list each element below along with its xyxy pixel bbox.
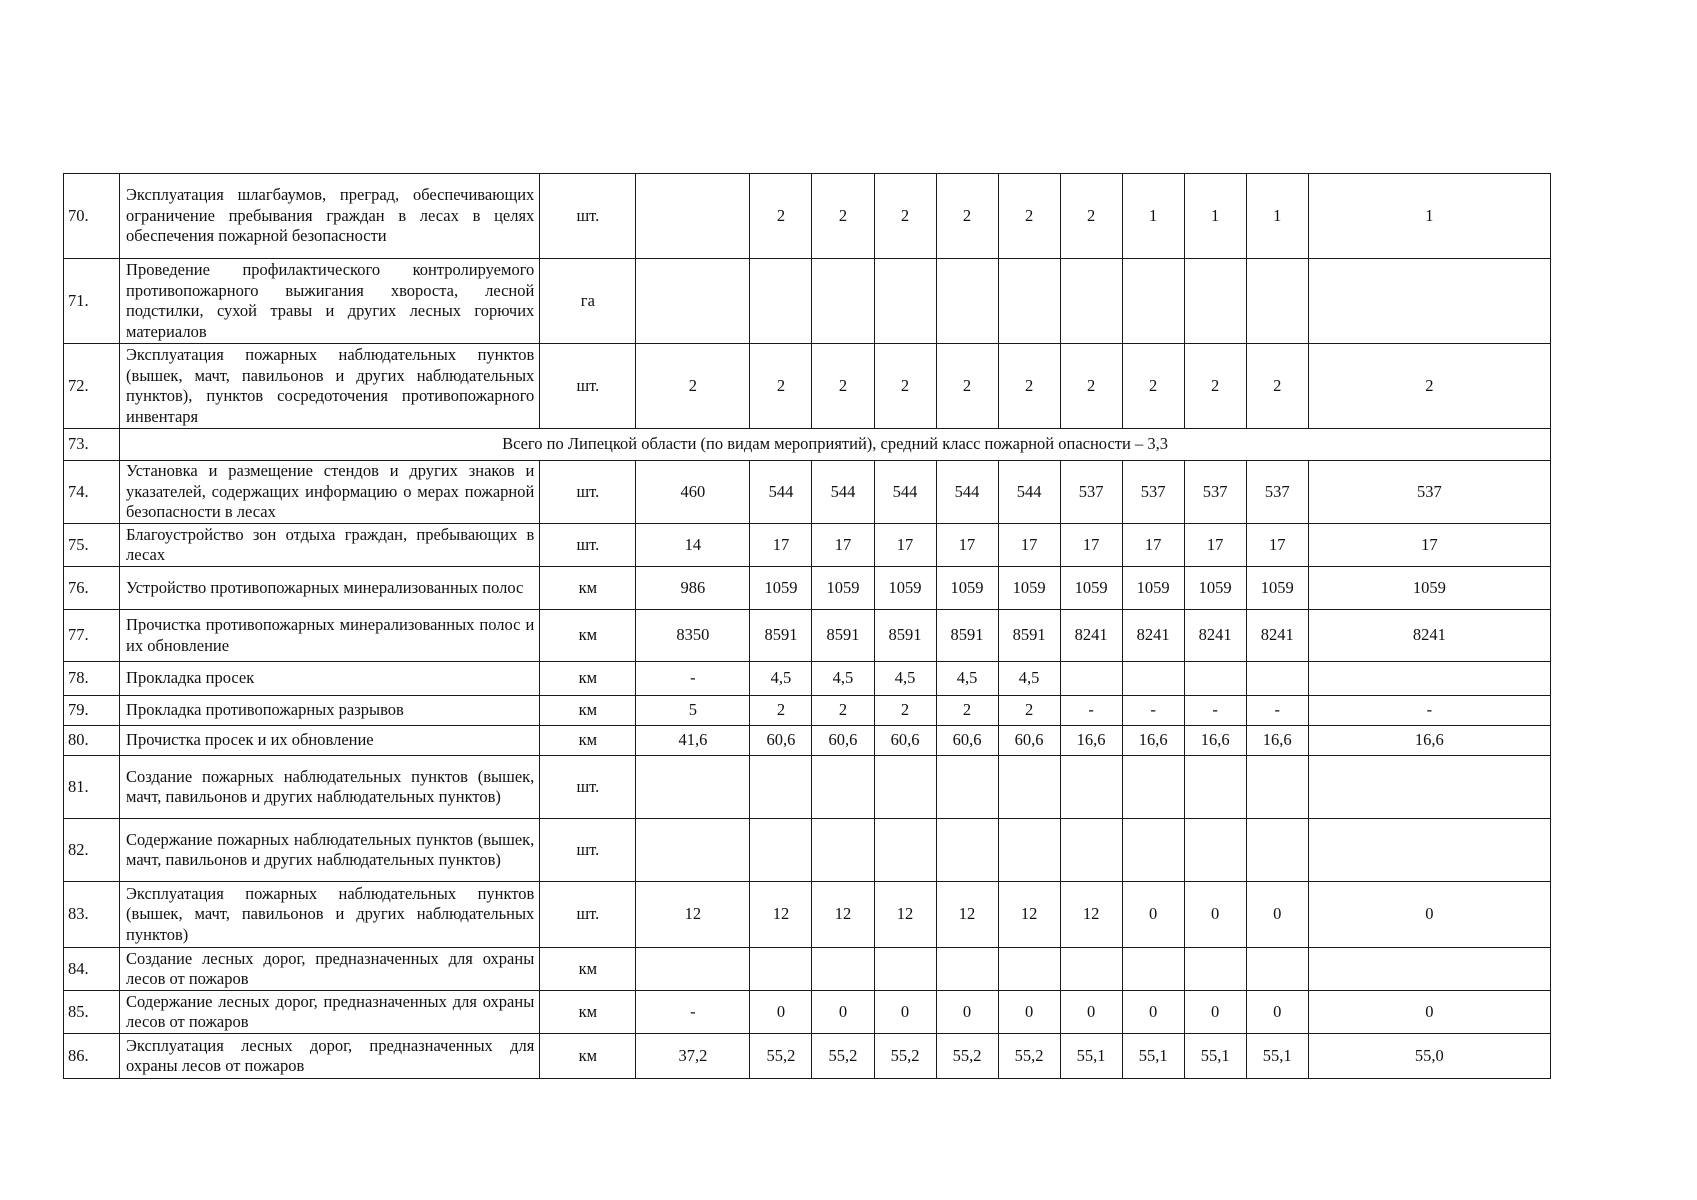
measure-unit: км xyxy=(540,726,636,756)
value-cell: - xyxy=(1308,696,1550,726)
value-cell: 2 xyxy=(636,344,750,429)
value-cell xyxy=(1308,819,1550,882)
region-total-heading: Всего по Липецкой области (по видам мероприятий), средний класс пожарной опасности – 3,3 xyxy=(120,429,1551,461)
value-cell xyxy=(636,756,750,819)
value-cell: 537 xyxy=(1060,461,1122,524)
value-cell: 14 xyxy=(636,524,750,567)
value-cell xyxy=(936,756,998,819)
measure-unit: шт. xyxy=(540,174,636,259)
value-cell xyxy=(1184,948,1246,991)
value-cell: 0 xyxy=(1184,882,1246,948)
value-cell: 8591 xyxy=(998,610,1060,662)
value-cell: 16,6 xyxy=(1122,726,1184,756)
value-cell: 0 xyxy=(1122,991,1184,1034)
value-cell: 537 xyxy=(1246,461,1308,524)
value-cell xyxy=(750,259,812,344)
value-cell: 1059 xyxy=(874,567,936,610)
value-cell: 2 xyxy=(874,344,936,429)
row-number: 86. xyxy=(64,1034,120,1079)
value-cell: 0 xyxy=(1184,991,1246,1034)
value-cell: 2 xyxy=(1122,344,1184,429)
value-cell: 2 xyxy=(936,696,998,726)
row-number: 75. xyxy=(64,524,120,567)
row-number: 76. xyxy=(64,567,120,610)
value-cell xyxy=(1060,259,1122,344)
value-cell xyxy=(636,819,750,882)
measure-unit: км xyxy=(540,1034,636,1079)
measure-unit: км xyxy=(540,991,636,1034)
value-cell: 17 xyxy=(1246,524,1308,567)
value-cell: 4,5 xyxy=(936,662,998,696)
measure-name: Эксплуатация пожарных наблюдательных пунктов (вышек, мачт, павильонов и других наблюдательных пунктов), пунктов сосредоточения противопожарного инвентаря xyxy=(120,344,540,429)
value-cell: 17 xyxy=(1060,524,1122,567)
value-cell xyxy=(1184,819,1246,882)
value-cell: 17 xyxy=(1308,524,1550,567)
value-cell: 1059 xyxy=(936,567,998,610)
row-number: 70. xyxy=(64,174,120,259)
value-cell: 986 xyxy=(636,567,750,610)
value-cell: 60,6 xyxy=(936,726,998,756)
table-row xyxy=(64,882,1551,948)
table-row xyxy=(64,726,1551,756)
value-cell xyxy=(812,756,874,819)
measure-name: Создание пожарных наблюдательных пунктов (вышек, мачт, павильонов и других наблюдательных пунктов) xyxy=(120,756,540,819)
value-cell: 8241 xyxy=(1060,610,1122,662)
value-cell: 544 xyxy=(998,461,1060,524)
value-cell: 1 xyxy=(1184,174,1246,259)
value-cell: 55,1 xyxy=(1122,1034,1184,1079)
value-cell: 41,6 xyxy=(636,726,750,756)
value-cell xyxy=(998,756,1060,819)
value-cell: 8591 xyxy=(812,610,874,662)
table-row xyxy=(64,991,1551,1034)
value-cell: 2 xyxy=(812,174,874,259)
value-cell: 1059 xyxy=(1246,567,1308,610)
value-cell: 55,2 xyxy=(936,1034,998,1079)
value-cell: 2 xyxy=(936,174,998,259)
table-row xyxy=(64,610,1551,662)
value-cell: 55,2 xyxy=(750,1034,812,1079)
value-cell: 2 xyxy=(874,696,936,726)
value-cell xyxy=(1184,259,1246,344)
value-cell: 2 xyxy=(1246,344,1308,429)
measure-name: Создание лесных дорог, предназначенных для охраны лесов от пожаров xyxy=(120,948,540,991)
value-cell xyxy=(1122,662,1184,696)
value-cell: 2 xyxy=(998,174,1060,259)
value-cell: 0 xyxy=(1246,991,1308,1034)
value-cell: 544 xyxy=(874,461,936,524)
value-cell: 8241 xyxy=(1184,610,1246,662)
value-cell: 0 xyxy=(874,991,936,1034)
value-cell: 2 xyxy=(750,344,812,429)
table-body xyxy=(64,174,1551,1079)
value-cell: 2 xyxy=(1184,344,1246,429)
measure-unit: шт. xyxy=(540,461,636,524)
value-cell: 55,1 xyxy=(1184,1034,1246,1079)
value-cell: 16,6 xyxy=(1308,726,1550,756)
row-number: 84. xyxy=(64,948,120,991)
value-cell xyxy=(750,819,812,882)
value-cell: 17 xyxy=(1122,524,1184,567)
value-cell xyxy=(874,819,936,882)
value-cell xyxy=(1308,662,1550,696)
row-number: 80. xyxy=(64,726,120,756)
value-cell: 1059 xyxy=(812,567,874,610)
table-row xyxy=(64,662,1551,696)
value-cell: 17 xyxy=(1184,524,1246,567)
value-cell xyxy=(936,948,998,991)
table-row xyxy=(64,429,1551,461)
value-cell: 8241 xyxy=(1308,610,1550,662)
value-cell xyxy=(998,948,1060,991)
value-cell: 537 xyxy=(1122,461,1184,524)
measure-name: Содержание лесных дорог, предназначенных для охраны лесов от пожаров xyxy=(120,991,540,1034)
measure-name: Эксплуатация лесных дорог, предназначенных для охраны лесов от пожаров xyxy=(120,1034,540,1079)
value-cell: 17 xyxy=(750,524,812,567)
value-cell xyxy=(1184,756,1246,819)
value-cell xyxy=(874,259,936,344)
row-number: 71. xyxy=(64,259,120,344)
value-cell: 55,1 xyxy=(1246,1034,1308,1079)
measure-name: Прочистка просек и их обновление xyxy=(120,726,540,756)
measure-unit: га xyxy=(540,259,636,344)
row-number: 79. xyxy=(64,696,120,726)
measure-unit: км xyxy=(540,948,636,991)
value-cell: 60,6 xyxy=(812,726,874,756)
value-cell: - xyxy=(1246,696,1308,726)
value-cell xyxy=(936,819,998,882)
value-cell xyxy=(1308,259,1550,344)
value-cell xyxy=(750,948,812,991)
value-cell: 8241 xyxy=(1246,610,1308,662)
table-row xyxy=(64,756,1551,819)
row-number: 74. xyxy=(64,461,120,524)
value-cell: 4,5 xyxy=(812,662,874,696)
value-cell: 2 xyxy=(998,344,1060,429)
value-cell: 55,1 xyxy=(1060,1034,1122,1079)
row-number: 81. xyxy=(64,756,120,819)
value-cell: 55,2 xyxy=(998,1034,1060,1079)
table-row xyxy=(64,819,1551,882)
value-cell: 0 xyxy=(1060,991,1122,1034)
table-row xyxy=(64,174,1551,259)
row-number: 83. xyxy=(64,882,120,948)
value-cell: 1 xyxy=(1246,174,1308,259)
table-row xyxy=(64,1034,1551,1079)
value-cell: 0 xyxy=(1308,882,1550,948)
measure-unit: км xyxy=(540,662,636,696)
measure-name: Прочистка противопожарных минерализованных полос и их обновление xyxy=(120,610,540,662)
value-cell xyxy=(1308,948,1550,991)
measure-name: Благоустройство зон отдыха граждан, пребывающих в лесах xyxy=(120,524,540,567)
measure-name: Установка и размещение стендов и других знаков и указателей, содержащих информацию о мерах пожарной безопасности в лесах xyxy=(120,461,540,524)
value-cell xyxy=(812,819,874,882)
value-cell: 2 xyxy=(812,696,874,726)
value-cell: 0 xyxy=(812,991,874,1034)
value-cell: 2 xyxy=(936,344,998,429)
value-cell: 1059 xyxy=(1184,567,1246,610)
value-cell xyxy=(1246,662,1308,696)
value-cell xyxy=(936,259,998,344)
row-number: 85. xyxy=(64,991,120,1034)
value-cell: 17 xyxy=(998,524,1060,567)
value-cell: 1059 xyxy=(998,567,1060,610)
value-cell xyxy=(750,756,812,819)
value-cell xyxy=(1184,662,1246,696)
measure-unit: км xyxy=(540,567,636,610)
measure-unit: шт. xyxy=(540,524,636,567)
table-row xyxy=(64,344,1551,429)
value-cell xyxy=(1122,259,1184,344)
value-cell: 544 xyxy=(812,461,874,524)
value-cell: - xyxy=(636,991,750,1034)
value-cell: - xyxy=(1060,696,1122,726)
value-cell: 0 xyxy=(750,991,812,1034)
value-cell: 2 xyxy=(750,174,812,259)
value-cell: 60,6 xyxy=(998,726,1060,756)
value-cell xyxy=(636,259,750,344)
value-cell: 4,5 xyxy=(998,662,1060,696)
value-cell: 55,2 xyxy=(812,1034,874,1079)
measure-name: Устройство противопожарных минерализованных полос xyxy=(120,567,540,610)
table-row xyxy=(64,461,1551,524)
value-cell xyxy=(1308,756,1550,819)
measures-table xyxy=(63,173,1551,1079)
value-cell xyxy=(1060,662,1122,696)
value-cell: 8591 xyxy=(750,610,812,662)
value-cell xyxy=(874,948,936,991)
measure-unit: км xyxy=(540,610,636,662)
value-cell: 2 xyxy=(1060,174,1122,259)
value-cell: 12 xyxy=(636,882,750,948)
value-cell xyxy=(998,259,1060,344)
value-cell: - xyxy=(1184,696,1246,726)
value-cell: 4,5 xyxy=(750,662,812,696)
value-cell: 4,5 xyxy=(874,662,936,696)
value-cell: 8350 xyxy=(636,610,750,662)
value-cell: 12 xyxy=(936,882,998,948)
value-cell: 12 xyxy=(874,882,936,948)
value-cell xyxy=(1060,948,1122,991)
table-row xyxy=(64,567,1551,610)
measure-name: Прокладка противопожарных разрывов xyxy=(120,696,540,726)
row-number: 72. xyxy=(64,344,120,429)
value-cell: 537 xyxy=(1308,461,1550,524)
value-cell xyxy=(636,948,750,991)
value-cell: 16,6 xyxy=(1184,726,1246,756)
measure-unit: шт. xyxy=(540,882,636,948)
value-cell: 1 xyxy=(1122,174,1184,259)
value-cell: 37,2 xyxy=(636,1034,750,1079)
value-cell xyxy=(1246,259,1308,344)
value-cell xyxy=(1122,756,1184,819)
value-cell xyxy=(812,259,874,344)
value-cell: 544 xyxy=(750,461,812,524)
value-cell: 544 xyxy=(936,461,998,524)
value-cell: 1059 xyxy=(750,567,812,610)
value-cell: 2 xyxy=(1308,344,1550,429)
measure-name: Эксплуатация пожарных наблюдательных пунктов (вышек, мачт, павильонов и других наблюдательных пунктов) xyxy=(120,882,540,948)
value-cell xyxy=(1246,756,1308,819)
row-number: 73. xyxy=(64,429,120,461)
value-cell: 2 xyxy=(812,344,874,429)
value-cell xyxy=(636,174,750,259)
value-cell: 12 xyxy=(1060,882,1122,948)
value-cell: 55,2 xyxy=(874,1034,936,1079)
table-row xyxy=(64,696,1551,726)
value-cell: 16,6 xyxy=(1246,726,1308,756)
value-cell: 0 xyxy=(936,991,998,1034)
value-cell: 460 xyxy=(636,461,750,524)
value-cell: 12 xyxy=(812,882,874,948)
value-cell xyxy=(1246,819,1308,882)
value-cell: 17 xyxy=(936,524,998,567)
value-cell: 55,0 xyxy=(1308,1034,1550,1079)
value-cell xyxy=(874,756,936,819)
value-cell: 16,6 xyxy=(1060,726,1122,756)
measure-name: Прокладка просек xyxy=(120,662,540,696)
value-cell: 17 xyxy=(812,524,874,567)
row-number: 82. xyxy=(64,819,120,882)
table-row xyxy=(64,524,1551,567)
row-number: 78. xyxy=(64,662,120,696)
value-cell: 2 xyxy=(874,174,936,259)
table-row xyxy=(64,259,1551,344)
measure-name: Эксплуатация шлагбаумов, преград, обеспечивающих ограничение пребывания граждан в лесах в целях обеспечения пожарной безопасности xyxy=(120,174,540,259)
measure-name: Проведение профилактического контролируемого противопожарного выжигания хвороста, лесной подстилки, сухой травы и других лесных горючих материалов xyxy=(120,259,540,344)
value-cell: 0 xyxy=(1122,882,1184,948)
measure-unit: шт. xyxy=(540,344,636,429)
value-cell: 60,6 xyxy=(750,726,812,756)
value-cell xyxy=(1060,756,1122,819)
value-cell: - xyxy=(636,662,750,696)
value-cell: 5 xyxy=(636,696,750,726)
value-cell: 2 xyxy=(1060,344,1122,429)
value-cell: 12 xyxy=(998,882,1060,948)
value-cell: 60,6 xyxy=(874,726,936,756)
value-cell: 12 xyxy=(750,882,812,948)
value-cell xyxy=(998,819,1060,882)
value-cell: 1059 xyxy=(1060,567,1122,610)
measure-unit: шт. xyxy=(540,756,636,819)
value-cell: 1059 xyxy=(1308,567,1550,610)
measure-unit: шт. xyxy=(540,819,636,882)
value-cell xyxy=(1060,819,1122,882)
value-cell: - xyxy=(1122,696,1184,726)
value-cell: 2 xyxy=(998,696,1060,726)
measure-unit: км xyxy=(540,696,636,726)
measure-name: Содержание пожарных наблюдательных пунктов (вышек, мачт, павильонов и других наблюдательных пунктов) xyxy=(120,819,540,882)
value-cell: 2 xyxy=(750,696,812,726)
value-cell: 0 xyxy=(1308,991,1550,1034)
value-cell: 537 xyxy=(1184,461,1246,524)
table-row xyxy=(64,948,1551,991)
value-cell xyxy=(1246,948,1308,991)
value-cell: 0 xyxy=(1246,882,1308,948)
value-cell xyxy=(812,948,874,991)
value-cell: 1 xyxy=(1308,174,1550,259)
value-cell: 1059 xyxy=(1122,567,1184,610)
value-cell xyxy=(1122,948,1184,991)
value-cell: 17 xyxy=(874,524,936,567)
value-cell: 0 xyxy=(998,991,1060,1034)
row-number: 77. xyxy=(64,610,120,662)
value-cell: 8591 xyxy=(874,610,936,662)
value-cell: 8241 xyxy=(1122,610,1184,662)
value-cell: 8591 xyxy=(936,610,998,662)
value-cell xyxy=(1122,819,1184,882)
